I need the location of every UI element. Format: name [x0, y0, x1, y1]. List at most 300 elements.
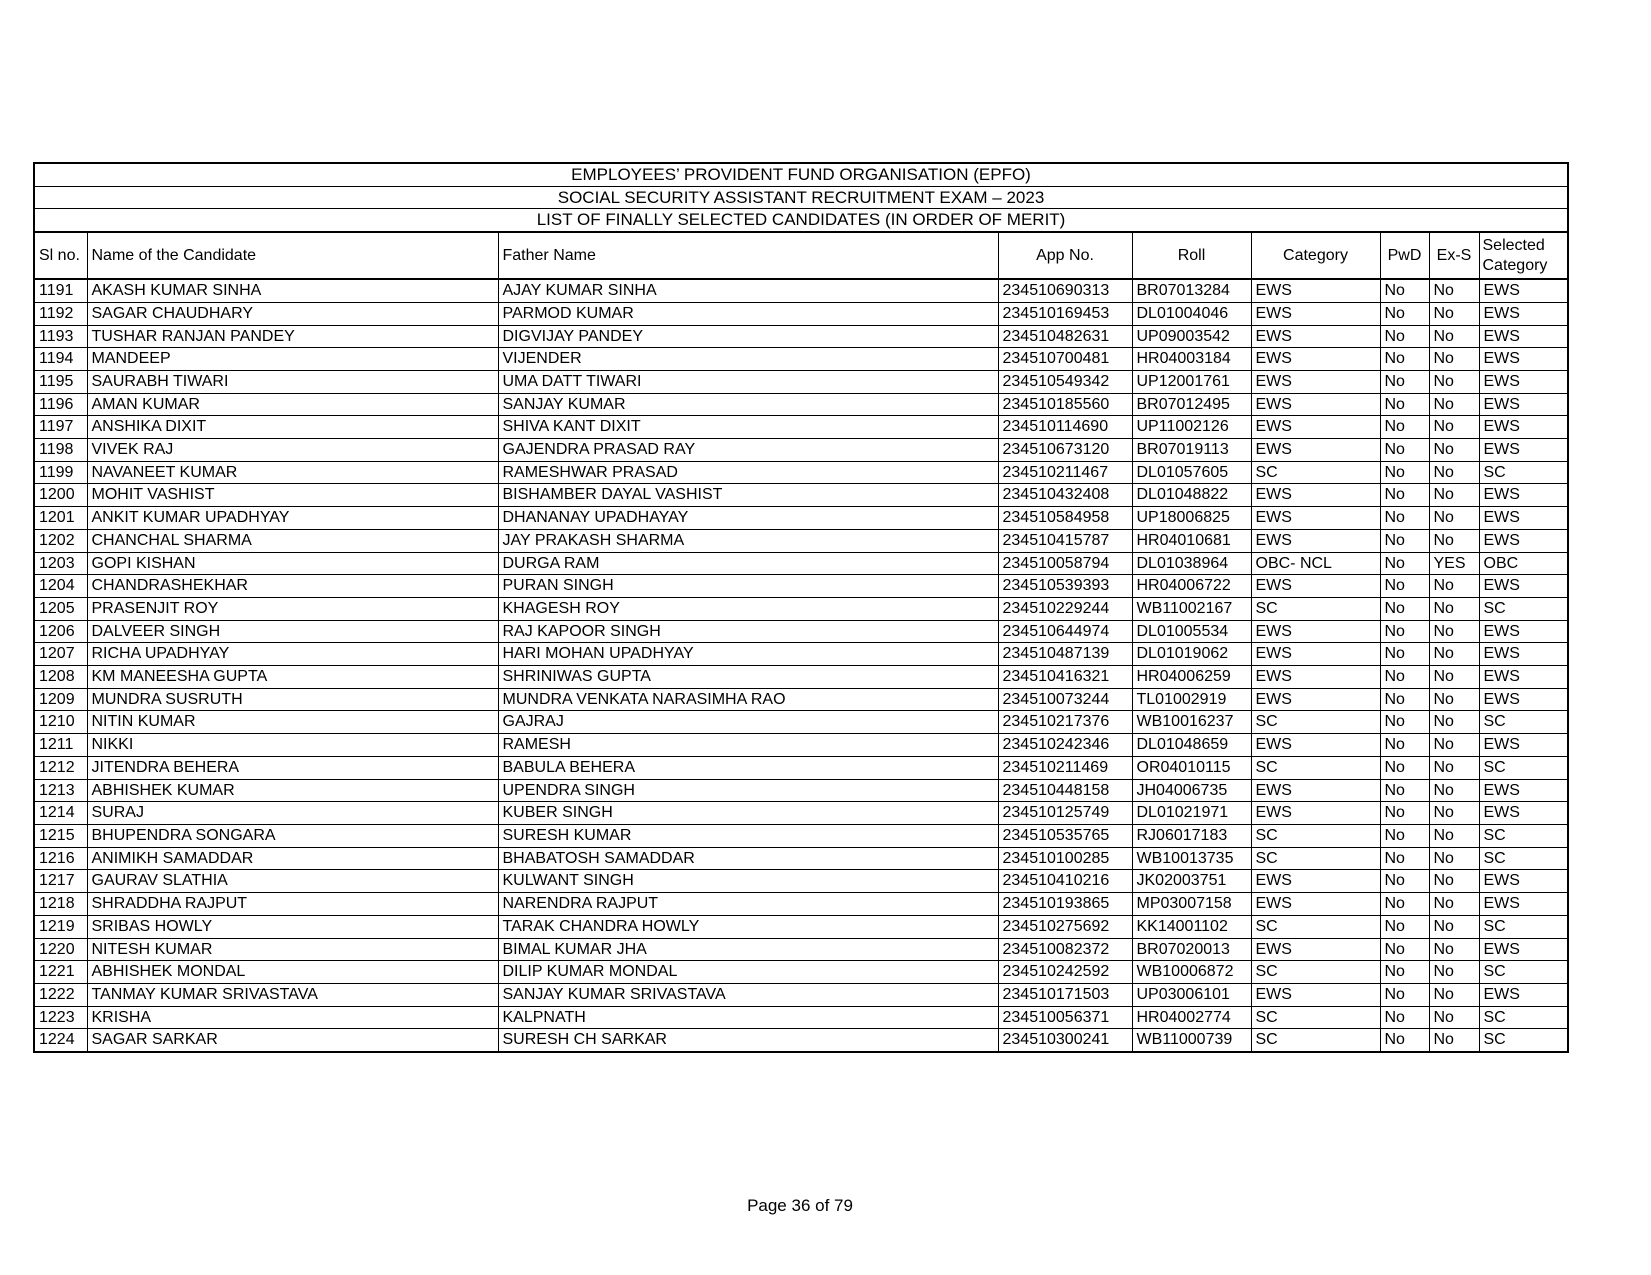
table-cell-app-no: 234510410216: [998, 870, 1132, 893]
table-cell-category: EWS: [1251, 279, 1380, 302]
table-cell-ex-s: No: [1429, 597, 1479, 620]
table-cell-sl-no: 1210: [34, 711, 87, 734]
table-cell-father-name: RAMESHWAR PRASAD: [498, 461, 998, 484]
table-cell-father-name: RAJ KAPOOR SINGH: [498, 620, 998, 643]
table-cell-pwd: No: [1380, 461, 1429, 484]
table-cell-selected-category: EWS: [1479, 870, 1568, 893]
table-cell-app-no: 234510539393: [998, 575, 1132, 598]
table-cell-sl-no: 1199: [34, 461, 87, 484]
table-row: [34, 847, 1568, 870]
table-cell-pwd: No: [1380, 824, 1429, 847]
table-cell-category: EWS: [1251, 393, 1380, 416]
table-cell-pwd: No: [1380, 279, 1429, 302]
table-cell-ex-s: No: [1429, 893, 1479, 916]
table-cell-pwd: No: [1380, 961, 1429, 984]
table-cell-pwd: No: [1380, 983, 1429, 1006]
table-row: [34, 824, 1568, 847]
table-cell-pwd: No: [1380, 1029, 1429, 1052]
table-cell-roll: WB11002167: [1132, 597, 1251, 620]
table-cell-category: EWS: [1251, 643, 1380, 666]
table-cell-pwd: No: [1380, 620, 1429, 643]
table-cell-category: SC: [1251, 961, 1380, 984]
table-row: [34, 1006, 1568, 1029]
table-cell-father-name: SHIVA KANT DIXIT: [498, 416, 998, 439]
column-header-sl-no: Sl no.: [34, 232, 87, 279]
table-cell-roll: HR04006722: [1132, 575, 1251, 598]
table-cell-father-name: KULWANT SINGH: [498, 870, 998, 893]
table-cell-selected-category: EWS: [1479, 983, 1568, 1006]
table-cell-selected-category: EWS: [1479, 529, 1568, 552]
table-cell-pwd: No: [1380, 507, 1429, 530]
table-cell-ex-s: No: [1429, 348, 1479, 371]
table-cell-ex-s: No: [1429, 461, 1479, 484]
table-cell-name-of-the-candidate: ANIMIKH SAMADDAR: [87, 847, 498, 870]
table-cell-category: EWS: [1251, 575, 1380, 598]
table-cell-roll: HR04003184: [1132, 348, 1251, 371]
table-cell-sl-no: 1203: [34, 552, 87, 575]
table-row: [34, 597, 1568, 620]
table-cell-pwd: No: [1380, 529, 1429, 552]
table-cell-father-name: SANJAY KUMAR SRIVASTAVA: [498, 983, 998, 1006]
table-cell-ex-s: No: [1429, 302, 1479, 325]
table-cell-pwd: No: [1380, 711, 1429, 734]
table-row: [34, 302, 1568, 325]
column-header-name-of-the-candidate: Name of the Candidate: [87, 232, 498, 279]
table-cell-pwd: No: [1380, 325, 1429, 348]
table-cell-app-no: 234510073244: [998, 688, 1132, 711]
table-cell-ex-s: No: [1429, 824, 1479, 847]
table-row: [34, 348, 1568, 371]
table-cell-ex-s: YES: [1429, 552, 1479, 575]
table-cell-father-name: VIJENDER: [498, 348, 998, 371]
table-cell-father-name: MUNDRA VENKATA NARASIMHA RAO: [498, 688, 998, 711]
table-cell-sl-no: 1217: [34, 870, 87, 893]
table-cell-father-name: NARENDRA RAJPUT: [498, 893, 998, 916]
table-cell-app-no: 234510211467: [998, 461, 1132, 484]
table-cell-roll: BR07020013: [1132, 938, 1251, 961]
table-cell-name-of-the-candidate: ANKIT KUMAR UPADHYAY: [87, 507, 498, 530]
page-number: Page 36 of 79: [747, 1196, 853, 1215]
table-cell-father-name: BIMAL KUMAR JHA: [498, 938, 998, 961]
table-cell-father-name: SURESH CH SARKAR: [498, 1029, 998, 1052]
table-cell-category: EWS: [1251, 620, 1380, 643]
table-cell-ex-s: No: [1429, 711, 1479, 734]
table-cell-ex-s: No: [1429, 756, 1479, 779]
column-header-pwd: PwD: [1380, 232, 1429, 279]
table-cell-ex-s: No: [1429, 325, 1479, 348]
table-row: [34, 938, 1568, 961]
table-row: [34, 325, 1568, 348]
table-cell-selected-category: EWS: [1479, 393, 1568, 416]
table-cell-father-name: DILIP KUMAR MONDAL: [498, 961, 998, 984]
table-cell-app-no: 234510415787: [998, 529, 1132, 552]
table-cell-sl-no: 1196: [34, 393, 87, 416]
table-cell-category: EWS: [1251, 484, 1380, 507]
table-row: [34, 507, 1568, 530]
table-cell-ex-s: No: [1429, 643, 1479, 666]
table-cell-name-of-the-candidate: MANDEEP: [87, 348, 498, 371]
table-cell-category: EWS: [1251, 870, 1380, 893]
table-cell-roll: BR07019113: [1132, 439, 1251, 462]
table-cell-app-no: 234510673120: [998, 439, 1132, 462]
table-cell-name-of-the-candidate: VIVEK RAJ: [87, 439, 498, 462]
table-row: [34, 461, 1568, 484]
table-cell-ex-s: No: [1429, 370, 1479, 393]
table-cell-roll: DL01038964: [1132, 552, 1251, 575]
table-cell-selected-category: EWS: [1479, 416, 1568, 439]
table-cell-sl-no: 1202: [34, 529, 87, 552]
table-cell-selected-category: EWS: [1479, 348, 1568, 371]
title-row-2: [34, 186, 1568, 209]
table-cell-pwd: No: [1380, 552, 1429, 575]
table-cell-app-no: 234510549342: [998, 370, 1132, 393]
table-cell-category: EWS: [1251, 734, 1380, 757]
table-cell-sl-no: 1221: [34, 961, 87, 984]
table-cell-roll: UP03006101: [1132, 983, 1251, 1006]
table-row: [34, 893, 1568, 916]
table-row: [34, 711, 1568, 734]
table-cell-name-of-the-candidate: JITENDRA BEHERA: [87, 756, 498, 779]
table-cell-pwd: No: [1380, 734, 1429, 757]
table-cell-roll: DL01019062: [1132, 643, 1251, 666]
table-cell-ex-s: No: [1429, 938, 1479, 961]
table-cell-name-of-the-candidate: CHANCHAL SHARMA: [87, 529, 498, 552]
table-cell-sl-no: 1193: [34, 325, 87, 348]
table-cell-father-name: HARI MOHAN UPADHYAY: [498, 643, 998, 666]
table-cell-selected-category: OBC: [1479, 552, 1568, 575]
table-row: [34, 666, 1568, 689]
table-cell-app-no: 234510242346: [998, 734, 1132, 757]
table-cell-roll: HR04010681: [1132, 529, 1251, 552]
table-cell-roll: HR04002774: [1132, 1006, 1251, 1029]
table-cell-selected-category: SC: [1479, 824, 1568, 847]
table-cell-name-of-the-candidate: AKASH KUMAR SINHA: [87, 279, 498, 302]
table-cell-father-name: DIGVIJAY PANDEY: [498, 325, 998, 348]
table-cell-roll: DL01005534: [1132, 620, 1251, 643]
table-cell-ex-s: No: [1429, 575, 1479, 598]
table-cell-category: SC: [1251, 915, 1380, 938]
table-cell-father-name: RAMESH: [498, 734, 998, 757]
document-list-title: LIST OF FINALLY SELECTED CANDIDATES (IN ORDER OF MERIT): [34, 209, 1568, 232]
table-cell-sl-no: 1194: [34, 348, 87, 371]
table-cell-selected-category: SC: [1479, 597, 1568, 620]
table-row: [34, 802, 1568, 825]
table-cell-father-name: TARAK CHANDRA HOWLY: [498, 915, 998, 938]
table-row: [34, 552, 1568, 575]
column-header-ex-s: Ex-S: [1429, 232, 1479, 279]
table-cell-name-of-the-candidate: ABHISHEK KUMAR: [87, 779, 498, 802]
table-cell-roll: BR07012495: [1132, 393, 1251, 416]
table-cell-ex-s: No: [1429, 802, 1479, 825]
table-row: [34, 756, 1568, 779]
table-body: [34, 279, 1568, 1052]
table-row: [34, 416, 1568, 439]
table-cell-pwd: No: [1380, 666, 1429, 689]
table-cell-selected-category: EWS: [1479, 620, 1568, 643]
table-cell-ex-s: No: [1429, 279, 1479, 302]
table-cell-pwd: No: [1380, 1006, 1429, 1029]
table-cell-category: EWS: [1251, 507, 1380, 530]
table-cell-category: EWS: [1251, 983, 1380, 1006]
table-cell-pwd: No: [1380, 484, 1429, 507]
column-header-father-name: Father Name: [498, 232, 998, 279]
table-cell-selected-category: EWS: [1479, 325, 1568, 348]
table-cell-sl-no: 1207: [34, 643, 87, 666]
table-cell-selected-category: EWS: [1479, 893, 1568, 916]
table-cell-roll: WB10013735: [1132, 847, 1251, 870]
table-cell-selected-category: EWS: [1479, 643, 1568, 666]
table-cell-sl-no: 1212: [34, 756, 87, 779]
table-cell-sl-no: 1219: [34, 915, 87, 938]
table-cell-selected-category: SC: [1479, 915, 1568, 938]
table-cell-roll: OR04010115: [1132, 756, 1251, 779]
table-cell-pwd: No: [1380, 779, 1429, 802]
table-cell-sl-no: 1220: [34, 938, 87, 961]
table-cell-father-name: UMA DATT TIWARI: [498, 370, 998, 393]
table-cell-name-of-the-candidate: NITESH KUMAR: [87, 938, 498, 961]
table-row: [34, 575, 1568, 598]
table-cell-sl-no: 1205: [34, 597, 87, 620]
table-cell-father-name: DURGA RAM: [498, 552, 998, 575]
table-cell-father-name: KHAGESH ROY: [498, 597, 998, 620]
table-cell-app-no: 234510100285: [998, 847, 1132, 870]
table-cell-roll: DL01021971: [1132, 802, 1251, 825]
table-cell-pwd: No: [1380, 893, 1429, 916]
table-cell-pwd: No: [1380, 370, 1429, 393]
table-cell-sl-no: 1200: [34, 484, 87, 507]
table-cell-pwd: No: [1380, 575, 1429, 598]
table-cell-app-no: 234510185560: [998, 393, 1132, 416]
table-cell-category: OBC- NCL: [1251, 552, 1380, 575]
table-cell-father-name: KALPNATH: [498, 1006, 998, 1029]
table-cell-selected-category: SC: [1479, 461, 1568, 484]
document-title: EMPLOYEES’ PROVIDENT FUND ORGANISATION (EPFO): [34, 163, 1568, 186]
table-cell-ex-s: No: [1429, 484, 1479, 507]
table-cell-father-name: JAY PRAKASH SHARMA: [498, 529, 998, 552]
table-cell-app-no: 234510211469: [998, 756, 1132, 779]
table-cell-category: EWS: [1251, 370, 1380, 393]
table-cell-name-of-the-candidate: SAGAR SARKAR: [87, 1029, 498, 1052]
table-cell-father-name: BABULA BEHERA: [498, 756, 998, 779]
table-cell-category: EWS: [1251, 439, 1380, 462]
table-cell-ex-s: No: [1429, 1006, 1479, 1029]
table-cell-pwd: No: [1380, 688, 1429, 711]
table-cell-app-no: 234510487139: [998, 643, 1132, 666]
table-cell-pwd: No: [1380, 439, 1429, 462]
table-cell-name-of-the-candidate: MOHIT VASHIST: [87, 484, 498, 507]
column-header-app-no: App No.: [998, 232, 1132, 279]
table-cell-name-of-the-candidate: NITIN KUMAR: [87, 711, 498, 734]
table-cell-ex-s: No: [1429, 620, 1479, 643]
table-cell-app-no: 234510229244: [998, 597, 1132, 620]
table-cell-selected-category: EWS: [1479, 734, 1568, 757]
column-header-row: [34, 232, 1568, 279]
table-cell-name-of-the-candidate: ANSHIKA DIXIT: [87, 416, 498, 439]
table-cell-name-of-the-candidate: NAVANEET KUMAR: [87, 461, 498, 484]
table-cell-app-no: 234510300241: [998, 1029, 1132, 1052]
table-cell-ex-s: No: [1429, 734, 1479, 757]
table-cell-name-of-the-candidate: CHANDRASHEKHAR: [87, 575, 498, 598]
table-cell-sl-no: 1213: [34, 779, 87, 802]
table-cell-pwd: No: [1380, 756, 1429, 779]
table-cell-pwd: No: [1380, 847, 1429, 870]
table-cell-father-name: SANJAY KUMAR: [498, 393, 998, 416]
table-cell-father-name: PURAN SINGH: [498, 575, 998, 598]
table-row: [34, 870, 1568, 893]
table-cell-roll: WB11000739: [1132, 1029, 1251, 1052]
table-cell-category: EWS: [1251, 802, 1380, 825]
table-cell-app-no: 234510275692: [998, 915, 1132, 938]
table-cell-roll: MP03007158: [1132, 893, 1251, 916]
table-cell-app-no: 234510482631: [998, 325, 1132, 348]
table-cell-roll: RJ06017183: [1132, 824, 1251, 847]
table-cell-sl-no: 1201: [34, 507, 87, 530]
table-cell-selected-category: EWS: [1479, 279, 1568, 302]
table-cell-app-no: 234510700481: [998, 348, 1132, 371]
table-cell-sl-no: 1209: [34, 688, 87, 711]
table-cell-category: EWS: [1251, 688, 1380, 711]
table-cell-pwd: No: [1380, 393, 1429, 416]
column-header-selected-category: Selected Category: [1479, 232, 1568, 279]
table-cell-sl-no: 1222: [34, 983, 87, 1006]
table-cell-name-of-the-candidate: KM MANEESHA GUPTA: [87, 666, 498, 689]
table-cell-pwd: No: [1380, 597, 1429, 620]
table-cell-sl-no: 1206: [34, 620, 87, 643]
table-cell-selected-category: SC: [1479, 847, 1568, 870]
table-cell-selected-category: EWS: [1479, 302, 1568, 325]
table-cell-app-no: 234510644974: [998, 620, 1132, 643]
table-cell-category: EWS: [1251, 416, 1380, 439]
table-row: [34, 915, 1568, 938]
table-cell-selected-category: EWS: [1479, 507, 1568, 530]
table-cell-app-no: 234510056371: [998, 1006, 1132, 1029]
table-cell-ex-s: No: [1429, 416, 1479, 439]
table-cell-selected-category: EWS: [1479, 666, 1568, 689]
table-cell-app-no: 234510584958: [998, 507, 1132, 530]
table-cell-roll: JH04006735: [1132, 779, 1251, 802]
table-cell-app-no: 234510416321: [998, 666, 1132, 689]
table-cell-selected-category: EWS: [1479, 802, 1568, 825]
table-cell-pwd: No: [1380, 643, 1429, 666]
table-cell-name-of-the-candidate: DALVEER SINGH: [87, 620, 498, 643]
table-cell-ex-s: No: [1429, 688, 1479, 711]
table-cell-category: EWS: [1251, 893, 1380, 916]
table-cell-roll: DL01048659: [1132, 734, 1251, 757]
table-cell-roll: WB10016237: [1132, 711, 1251, 734]
table-cell-app-no: 234510169453: [998, 302, 1132, 325]
table-cell-sl-no: 1223: [34, 1006, 87, 1029]
table-cell-ex-s: No: [1429, 779, 1479, 802]
table-row: [34, 439, 1568, 462]
table-cell-ex-s: No: [1429, 507, 1479, 530]
table-cell-selected-category: EWS: [1479, 370, 1568, 393]
table-row: [34, 983, 1568, 1006]
table-cell-app-no: 234510217376: [998, 711, 1132, 734]
table-cell-selected-category: EWS: [1479, 779, 1568, 802]
table-row: [34, 688, 1568, 711]
table-cell-name-of-the-candidate: PRASENJIT ROY: [87, 597, 498, 620]
title-row-3: [34, 209, 1568, 232]
table-cell-roll: BR07013284: [1132, 279, 1251, 302]
table-cell-father-name: KUBER SINGH: [498, 802, 998, 825]
table-cell-ex-s: No: [1429, 1029, 1479, 1052]
table-cell-name-of-the-candidate: MUNDRA SUSRUTH: [87, 688, 498, 711]
table-cell-app-no: 234510193865: [998, 893, 1132, 916]
table-cell-selected-category: EWS: [1479, 575, 1568, 598]
table-cell-father-name: GAJRAJ: [498, 711, 998, 734]
table-cell-father-name: BHABATOSH SAMADDAR: [498, 847, 998, 870]
table-cell-father-name: GAJENDRA PRASAD RAY: [498, 439, 998, 462]
table-cell-pwd: No: [1380, 938, 1429, 961]
table-cell-sl-no: 1195: [34, 370, 87, 393]
title-row-1: [34, 163, 1568, 186]
table-cell-name-of-the-candidate: AMAN KUMAR: [87, 393, 498, 416]
table-cell-ex-s: No: [1429, 983, 1479, 1006]
table-cell-sl-no: 1192: [34, 302, 87, 325]
table-row: [34, 484, 1568, 507]
table-cell-category: EWS: [1251, 938, 1380, 961]
table-cell-pwd: No: [1380, 302, 1429, 325]
table-cell-name-of-the-candidate: SURAJ: [87, 802, 498, 825]
table-cell-category: EWS: [1251, 302, 1380, 325]
table-cell-category: EWS: [1251, 348, 1380, 371]
table-row: [34, 529, 1568, 552]
table-cell-sl-no: 1214: [34, 802, 87, 825]
table-cell-ex-s: No: [1429, 961, 1479, 984]
column-header-category: Category: [1251, 232, 1380, 279]
table-cell-category: SC: [1251, 1029, 1380, 1052]
table-cell-name-of-the-candidate: GOPI KISHAN: [87, 552, 498, 575]
table-cell-category: EWS: [1251, 529, 1380, 552]
table-cell-ex-s: No: [1429, 666, 1479, 689]
table-cell-father-name: UPENDRA SINGH: [498, 779, 998, 802]
table-head: [34, 163, 1568, 279]
table-cell-sl-no: 1211: [34, 734, 87, 757]
table-cell-category: SC: [1251, 1006, 1380, 1029]
table-cell-sl-no: 1191: [34, 279, 87, 302]
table-cell-father-name: DHANANAY UPADHAYAY: [498, 507, 998, 530]
table-cell-category: SC: [1251, 711, 1380, 734]
table-row: [34, 620, 1568, 643]
table-cell-sl-no: 1224: [34, 1029, 87, 1052]
table-cell-category: SC: [1251, 756, 1380, 779]
table-cell-pwd: No: [1380, 416, 1429, 439]
table-cell-father-name: BISHAMBER DAYAL VASHIST: [498, 484, 998, 507]
table-cell-roll: TL01002919: [1132, 688, 1251, 711]
document-subtitle: SOCIAL SECURITY ASSISTANT RECRUITMENT EXAM – 2023: [34, 186, 1568, 209]
table-cell-roll: DL01048822: [1132, 484, 1251, 507]
table-cell-name-of-the-candidate: SHRADDHA RAJPUT: [87, 893, 498, 916]
table-cell-roll: WB10006872: [1132, 961, 1251, 984]
table-cell-father-name: SHRINIWAS GUPTA: [498, 666, 998, 689]
table-cell-name-of-the-candidate: SAGAR CHAUDHARY: [87, 302, 498, 325]
table-cell-name-of-the-candidate: TUSHAR RANJAN PANDEY: [87, 325, 498, 348]
table-cell-ex-s: No: [1429, 847, 1479, 870]
table-cell-roll: UP12001761: [1132, 370, 1251, 393]
table-cell-category: EWS: [1251, 779, 1380, 802]
table-row: [34, 370, 1568, 393]
table-cell-app-no: 234510432408: [998, 484, 1132, 507]
table-cell-category: SC: [1251, 824, 1380, 847]
table-cell-category: EWS: [1251, 666, 1380, 689]
table-cell-app-no: 234510448158: [998, 779, 1132, 802]
table-row: [34, 1029, 1568, 1052]
table-cell-roll: HR04006259: [1132, 666, 1251, 689]
table-cell-roll: DL01057605: [1132, 461, 1251, 484]
table-cell-sl-no: 1216: [34, 847, 87, 870]
table-cell-ex-s: No: [1429, 915, 1479, 938]
table-cell-selected-category: SC: [1479, 1029, 1568, 1052]
